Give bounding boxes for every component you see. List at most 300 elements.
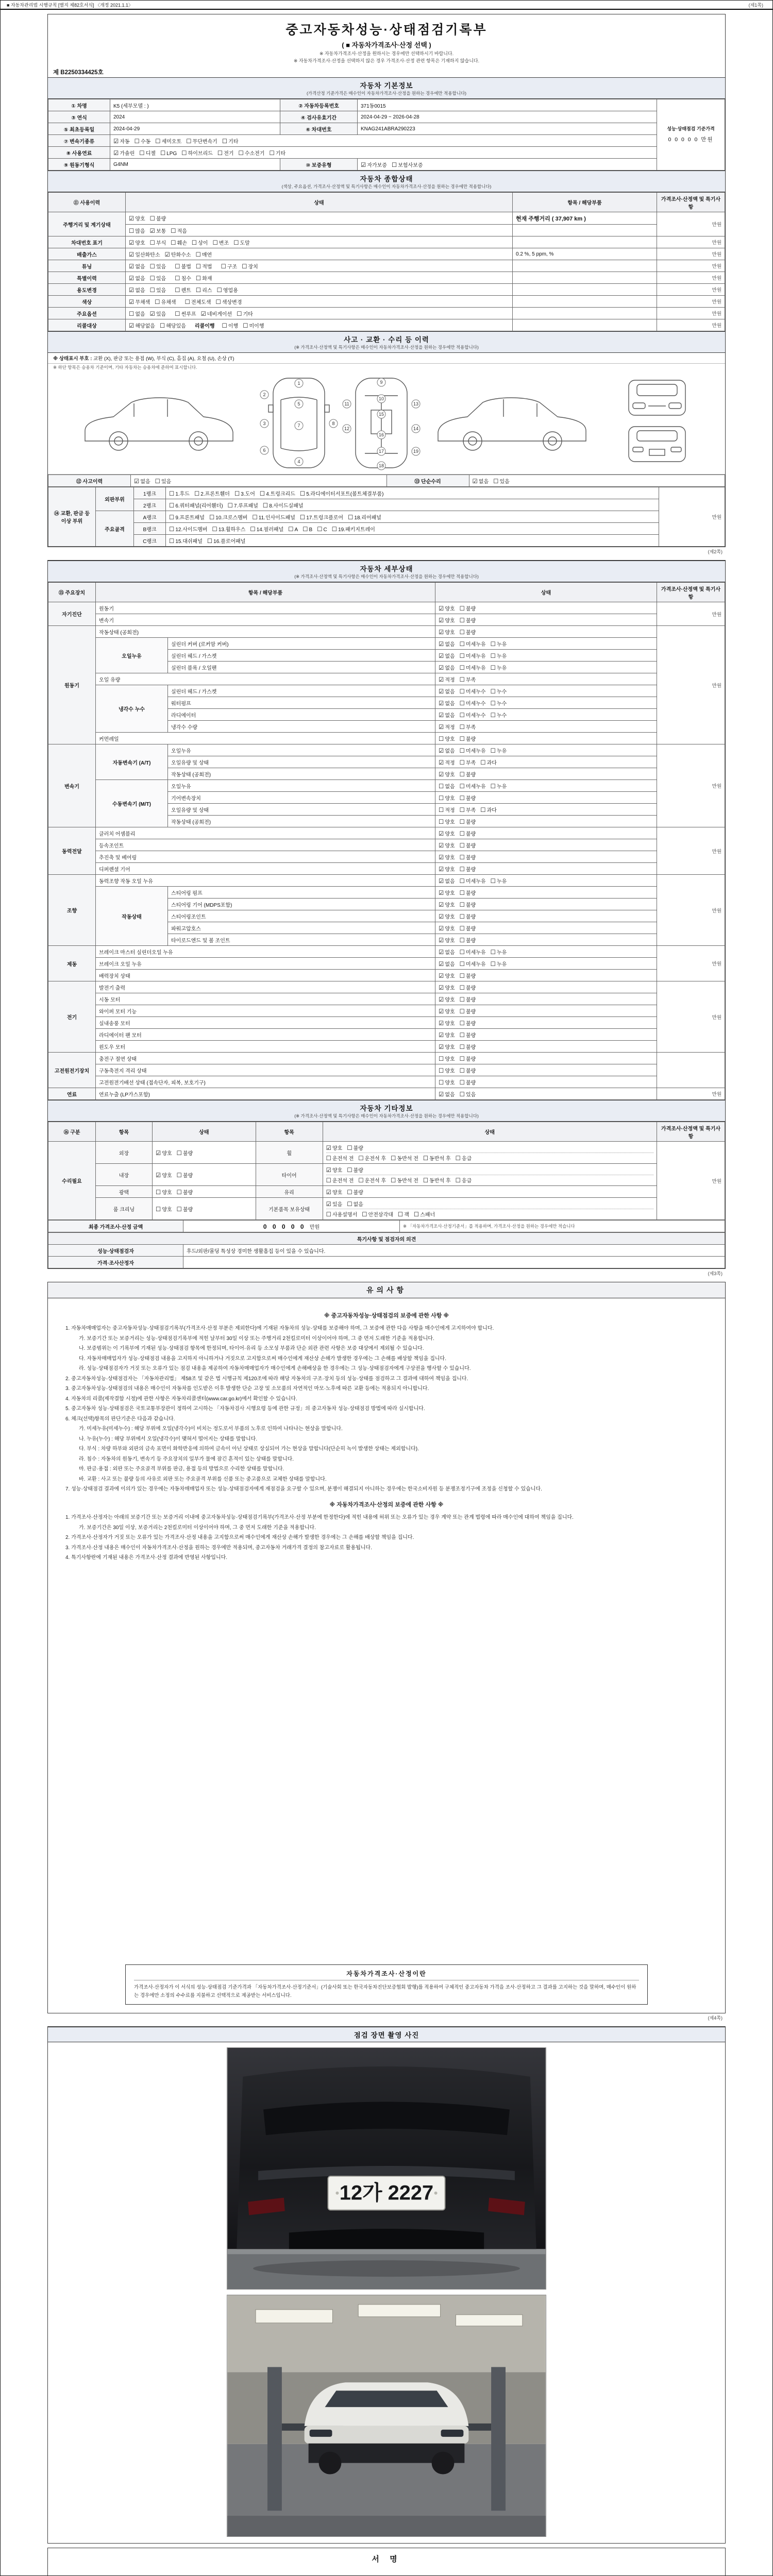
state-cell	[435, 626, 657, 638]
checkbox[interactable]: ☐ 불량	[459, 866, 476, 873]
checkbox[interactable]: ☐ 기타	[269, 150, 286, 157]
checkbox[interactable]: ☐ 15.대쉬패널	[169, 538, 203, 545]
checkbox[interactable]: ☐ 불량	[459, 996, 476, 1003]
checkbox[interactable]: ☑ 양호	[439, 973, 455, 979]
inspection-photo-rear	[227, 2047, 546, 2290]
checkbox[interactable]: ☐ 불량	[347, 1167, 363, 1174]
device-item: 워터펌프	[168, 697, 435, 709]
checkbox[interactable]: ☐ 13.휠하우스	[212, 526, 246, 533]
checkbox[interactable]: ☐ 안전삼각대	[362, 1211, 393, 1218]
checkbox[interactable]: ☑ 양호	[156, 1172, 172, 1179]
checkbox-icon: ☐	[176, 1150, 182, 1157]
checkbox[interactable]: ☐ 불량	[459, 913, 476, 920]
checkbox[interactable]: ☑ 보통	[149, 228, 166, 234]
device-item: 실린더 블록 / 오일팬	[168, 662, 435, 673]
checkbox[interactable]: ☑ 양호	[439, 913, 455, 920]
checkbox[interactable]: ☐ 유채색	[155, 299, 176, 306]
panel-number-badges-top	[260, 379, 338, 466]
checkbox[interactable]: ☑ 없음	[472, 478, 489, 485]
state-cell	[435, 780, 657, 792]
checkbox[interactable]: ☑ 양호	[439, 831, 455, 837]
checkbox[interactable]: ☑ 양호	[439, 1008, 455, 1015]
checkbox[interactable]: ☑ 가솔린	[113, 150, 135, 157]
checkbox[interactable]: ☐ 과다	[480, 807, 497, 814]
checkbox[interactable]: ☐ 스패너	[413, 1211, 435, 1218]
checkbox[interactable]: ☐ 불량	[459, 854, 476, 861]
checkbox[interactable]: ☐ 불량	[347, 1145, 363, 1151]
checkbox[interactable]: ☐ 누유	[490, 878, 507, 885]
checkbox[interactable]: ☑ 양호	[439, 996, 455, 1003]
checkbox[interactable]: ☐ 전체도색	[184, 299, 211, 306]
checkbox-icon: ☑	[129, 323, 135, 329]
etc-item: 룸 크리닝	[96, 1198, 153, 1220]
checkbox[interactable]: ☐ 이행	[222, 323, 239, 329]
checkbox[interactable]: ☐ 불량	[459, 819, 476, 825]
checkbox[interactable]: ☐ 부족	[459, 724, 476, 731]
notice-title: 유의사항	[48, 1282, 725, 1298]
checkbox[interactable]: ☐ 있음	[493, 478, 510, 485]
checkbox[interactable]: ☑ 적정	[439, 676, 455, 683]
rank-label: A랭크	[134, 511, 166, 523]
accident-summary-table	[48, 474, 725, 487]
checkbox[interactable]: ☑ 양호	[129, 240, 145, 246]
state-cell	[435, 910, 657, 922]
checkbox[interactable]: ☐ 10.크로스멤버	[209, 514, 248, 521]
checkbox-icon: ☑	[439, 866, 444, 873]
checkbox[interactable]: ☐ 불량	[459, 925, 476, 932]
checkbox[interactable]: ☐ 보험사보증	[391, 162, 423, 168]
checkbox[interactable]: ☐ 16.플로어패널	[207, 538, 246, 545]
checkbox-icon: ☐	[331, 526, 338, 533]
checkbox[interactable]: ☐ 불량	[459, 1044, 476, 1050]
checkbox[interactable]: ☐ 19.패키지트레이	[331, 526, 375, 533]
checkbox-icon: ☑	[326, 1167, 331, 1174]
checkbox[interactable]: ☐ 불량	[176, 1150, 193, 1157]
checkbox[interactable]: ☑ 없음	[129, 287, 145, 294]
checkbox[interactable]: ☐ 불량	[459, 890, 476, 896]
checkbox[interactable]: ☐ 불량	[176, 1189, 193, 1196]
checkbox[interactable]: ☑ 없음	[439, 700, 455, 707]
checkbox-icon: ☐	[326, 1211, 331, 1218]
checkbox-icon: ☑	[361, 162, 366, 168]
checkbox-icon: ☐	[459, 759, 465, 766]
checkbox[interactable]: ☐ 렌트	[175, 287, 191, 294]
checkbox[interactable]: ☐ 도말	[233, 240, 250, 246]
checkbox[interactable]: ☑ 없음	[134, 478, 150, 485]
field-label: ① 차명	[48, 99, 110, 111]
checkbox[interactable]: ☐ 미세누수	[459, 700, 486, 707]
checkbox[interactable]: ☐ 미세누유	[459, 748, 486, 754]
svg-text:1: 1	[297, 381, 300, 386]
item-detail-cell	[513, 272, 657, 284]
checkbox[interactable]: ☐ 8.사이드실패널	[262, 502, 304, 509]
checkbox[interactable]: ☑ 있음	[149, 311, 166, 317]
checkbox[interactable]: ☐ 장치	[242, 263, 258, 270]
checkbox[interactable]: ☐ 불량	[459, 795, 476, 802]
checkbox[interactable]: ☐ 운전석 전	[326, 1155, 354, 1162]
checkbox-icon: ☐	[259, 490, 265, 497]
checkbox[interactable]: ☑ 양호	[439, 866, 455, 873]
checkbox[interactable]: ☐ 불량	[459, 1032, 476, 1039]
checkbox[interactable]: ☑ 적정	[439, 724, 455, 731]
checkbox[interactable]: ☐ 세미오토	[155, 138, 182, 145]
checkbox[interactable]: ☑ 양호	[326, 1167, 343, 1174]
table-row	[48, 851, 725, 863]
checkbox[interactable]: ☐ 불량	[459, 842, 476, 849]
checkbox[interactable]: ☐ 불량	[459, 1008, 476, 1015]
checkbox[interactable]: ☐ 불량	[459, 1056, 476, 1062]
state-cell	[126, 225, 513, 236]
price-cell: 만원	[657, 212, 725, 236]
device-group: 자기진단	[48, 602, 96, 626]
checkbox[interactable]: ☐ 누수	[490, 700, 507, 707]
checkbox[interactable]: ☐ 적법	[195, 263, 212, 270]
checkbox[interactable]: ☑ 양호	[439, 890, 455, 896]
checkbox[interactable]: ☐ 화재	[195, 275, 212, 282]
checkbox[interactable]: ☐ A	[288, 526, 298, 533]
checkbox[interactable]: ☐ 동반석 후	[423, 1177, 451, 1184]
checkbox[interactable]: ☐ 불량	[459, 605, 476, 612]
checkbox[interactable]: ☐ 누유	[490, 748, 507, 754]
checkbox[interactable]: ☐ 있음	[149, 275, 166, 282]
checkbox[interactable]: ☐ 운전석 후	[358, 1177, 386, 1184]
checkbox[interactable]: ☐ C	[317, 526, 327, 533]
checkbox[interactable]: ☐ 5.라디에이터서포트(볼트체결부품)	[299, 490, 384, 497]
checkbox[interactable]: ☐ 침수	[175, 275, 191, 282]
checkbox[interactable]: ☐ 전기	[217, 150, 234, 157]
checkbox[interactable]: ☐ LPG	[160, 150, 177, 157]
checkbox[interactable]: ☐ 불량	[347, 1189, 363, 1196]
state-cell	[126, 236, 513, 248]
checkbox-icon: ☐	[459, 961, 465, 968]
price-cell	[657, 1053, 725, 1088]
checkbox[interactable]: ☑ 탄화수소	[164, 251, 191, 258]
checkbox[interactable]: ☑ 양호	[439, 925, 455, 932]
checkbox[interactable]: ☐ 누수	[490, 688, 507, 695]
svg-text:3: 3	[263, 421, 266, 426]
base-price-cell: 성능·상태점검 기준가격 0 0 0 0 0 만원	[657, 99, 725, 171]
price-cell: 만원	[657, 284, 725, 296]
checkbox[interactable]: ☐ 색상변경	[215, 299, 242, 306]
checkbox-icon: ☑	[439, 913, 444, 920]
checkbox[interactable]: ☐ 누유	[490, 641, 507, 648]
checkbox[interactable]: ☑ 양호	[439, 937, 455, 944]
checkbox[interactable]: ☐ 무단변속기	[186, 138, 217, 145]
checkbox[interactable]: ☐ 미세누유	[459, 783, 486, 790]
checkbox[interactable]: ☑ 양호	[439, 617, 455, 624]
checkbox[interactable]: ☑ 없음	[439, 712, 455, 719]
checkbox[interactable]: ☐ 불량	[459, 1020, 476, 1027]
checkbox[interactable]: ☐ 사용설명서	[326, 1211, 358, 1218]
etc-item: 타이어	[256, 1164, 323, 1186]
state-cell	[435, 1029, 657, 1041]
checkbox[interactable]: ☑ 양호	[439, 1032, 455, 1039]
checkbox[interactable]: ☐ 2.프론트휀더	[194, 490, 230, 497]
checkbox[interactable]: ☐ 미세누유	[459, 878, 486, 885]
checkbox[interactable]: ☐ 불량	[459, 629, 476, 636]
checkbox[interactable]: ☐ 없음	[129, 311, 145, 317]
checkbox[interactable]: ☐ 있음	[149, 287, 166, 294]
state-cell	[323, 1164, 657, 1186]
checkbox[interactable]: ☑ 없음	[439, 641, 455, 648]
checkbox[interactable]: ☑ 양호	[439, 842, 455, 849]
checkbox[interactable]: ☐ 부족	[459, 676, 476, 683]
state-cell	[435, 673, 657, 685]
svg-text:13: 13	[413, 401, 419, 406]
checkbox[interactable]: ☑ 없음	[439, 688, 455, 695]
checkbox[interactable]: ☐ 미이행	[243, 323, 264, 329]
checkbox[interactable]: ☐ 누유	[490, 653, 507, 659]
checkbox[interactable]: ☐ 누유	[490, 665, 507, 671]
device-item: 작동상태 (공회전)	[96, 626, 435, 638]
checkbox[interactable]: ☑ 없음	[439, 961, 455, 968]
checkbox[interactable]: ☐ 리스	[195, 287, 212, 294]
notice-subheading: ※ 중고자동차성능·상태점검의 보증에 관한 사항 ※	[324, 1313, 449, 1319]
checkbox[interactable]: ☐ 양호	[439, 1056, 455, 1062]
checkbox[interactable]: ☐ 영업용	[216, 287, 238, 294]
checkbox[interactable]: ☐ B	[303, 526, 313, 533]
checkbox[interactable]: ☐ 하이브리드	[181, 150, 213, 157]
checkbox[interactable]: ☐ 양호	[156, 1206, 172, 1213]
checkbox[interactable]: ☐ 불량	[459, 831, 476, 837]
checkbox[interactable]: ☐ 불량	[459, 902, 476, 908]
checkbox[interactable]: ☐ 상이	[191, 240, 208, 246]
checkbox-icon: ☐	[391, 1177, 396, 1184]
checkbox[interactable]: ☐ 있음	[459, 1091, 476, 1098]
checkbox[interactable]: ☐ 불량	[459, 1079, 476, 1086]
overall-state-table: ⑪ 사용이력 상태 항목 / 해당부품 가격조사·산정액 및 특기사항 주행거리 및 계기상태 ☑ 양호 ☐ 불량 현재 주행거리 ( 37,907 km ) 만원 ☐ 많음 ☑ 보통 ☐ 적음 차대번호 표기 ☑ 양호 ☐ 부식 ☐ 훼손 ☐ 상이 ☐ 변조 ☐ 도말 만원 배출가스 ☑ 일산화탄소 ☑ 탄화수소 ☐ 매연 0.2 %, 5 ppm, % 만원 튜닝 ☑ 없음 ☐ 있음 ☐ 불법 ☐ 적법 ☐ 구조 ☐ 장치 만원 특별이력 ☑ 없음 ☐ 있음 ☐ 침수 ☐ 화재 만원 용도변경 ☑ 없음 ☐ 있음 ☐ 렌트 ☐ 리스 ☐ 영업용 만원 색상 ☑ 무채색 ☐ 유채색 ☐ 전체도색 ☐ 색상변경 만원 주요옵션 ☐ 없음 ☑ 있음 ☐ 썬루프 ☑ 네비게이션 ☐ 기타 만원 리콜대상 ☑ 해당없음 ☐ 해당있음 리콜이행 ☐ 이행 ☐ 미이행 만원	[48, 192, 725, 331]
checkbox[interactable]: ☐ 양호	[439, 1067, 455, 1074]
checkbox[interactable]: ☐ 17.트렁크플로어	[299, 514, 344, 521]
state-cell	[435, 662, 657, 673]
checkbox[interactable]: ☐ 6.쿼터패널(리어휀더)	[169, 502, 223, 509]
checkbox[interactable]: ☐ 미세누유	[459, 961, 486, 968]
checkbox[interactable]: ☑ 양호	[439, 854, 455, 861]
checkbox[interactable]: ☑ 없음	[439, 665, 455, 671]
checkbox[interactable]: ☐ 동반석 후	[423, 1155, 451, 1162]
checkbox[interactable]: ☐ 훼손	[171, 240, 187, 246]
checkbox-icon: ☐	[490, 961, 496, 968]
checkbox[interactable]: ☐ 1.후드	[169, 490, 190, 497]
checkbox[interactable]: ☑ 없음	[129, 263, 145, 270]
checkbox[interactable]: ☐ 불량	[459, 973, 476, 979]
checkbox[interactable]: ☐ 미세누수	[459, 688, 486, 695]
checkbox-icon: ☐	[175, 287, 180, 294]
checkbox[interactable]: ☐ 양호	[439, 795, 455, 802]
checkbox[interactable]: ☐ 불량	[149, 216, 166, 222]
checkbox-icon: ☐	[459, 605, 465, 612]
checkbox-icon: ☑	[439, 641, 444, 648]
checkbox[interactable]: ☐ 과다	[480, 759, 497, 766]
checkbox[interactable]: ☐ 없음	[347, 1201, 363, 1208]
checkbox-icon: ☐	[459, 866, 465, 873]
section-note-accident: (※ 가격조사·산정액 및 특기사항은 매수인이 자동차가격조사·산정을 원하는 경우에만 적용합니다)	[294, 345, 479, 350]
checkbox[interactable]: ☐ 부족	[459, 807, 476, 814]
checkbox[interactable]: ☑ 양호	[439, 629, 455, 636]
device-item: 실린더 헤드 / 가스켓	[168, 650, 435, 662]
checkbox[interactable]: ☑ 있음	[326, 1201, 343, 1208]
checkbox[interactable]: ☑ 없음	[439, 949, 455, 956]
checkbox[interactable]: ☑ 없음	[129, 275, 145, 282]
checkbox[interactable]: ☑ 양호	[439, 1020, 455, 1027]
table-row	[48, 225, 725, 236]
checkbox[interactable]: ☐ 14.필러패널	[250, 526, 284, 533]
checkbox[interactable]: ☐ 응급	[455, 1177, 472, 1184]
checkbox-icon: ☐	[459, 913, 465, 920]
checkbox[interactable]: ☐ 운전석 전	[326, 1177, 354, 1184]
checkbox[interactable]: ☐ 수동	[134, 138, 151, 145]
use-history-label: 튜닝	[48, 260, 126, 272]
checkbox[interactable]: ☐ 미세누유	[459, 665, 486, 671]
checkbox-icon: ☐	[317, 526, 323, 533]
checkbox[interactable]: ☑ 적정	[439, 759, 455, 766]
checkbox[interactable]: ☐ 불량	[459, 617, 476, 624]
field-value: KNAG241ABRA290223	[358, 123, 657, 135]
checkbox[interactable]: ☐ 매연	[195, 251, 212, 258]
checkbox-icon: ☐	[176, 1189, 182, 1196]
checkbox[interactable]: ☑ 양호	[439, 985, 455, 991]
state-cell	[435, 1088, 657, 1100]
opinion-text: 후드/외판/몰딩 특성상 경미한 생활흠집 등이 있을 수 있습니다.	[183, 1245, 725, 1257]
device-group: 변속기	[48, 744, 96, 827]
table-row	[48, 638, 725, 650]
checkbox-icon: ☐	[439, 1079, 444, 1086]
checkbox[interactable]: ☑ 없음	[439, 1091, 455, 1098]
checkbox[interactable]: ☑ 없음	[439, 878, 455, 885]
checkbox[interactable]: ☐ 불법	[175, 263, 191, 270]
table-row	[48, 260, 725, 272]
notice-paragraph: 6. 체크(선택)항목의 판단기준은 다음과 같습니다.	[65, 1416, 175, 1422]
basic-info-table	[48, 99, 725, 171]
checkbox-icon: ☑	[200, 311, 206, 317]
checkbox[interactable]: ☐ 불량	[459, 736, 476, 742]
checkbox[interactable]: ☐ 수소전기	[238, 150, 265, 157]
checkbox[interactable]: ☑ 없음	[439, 748, 455, 754]
checkbox[interactable]: ☑ 일산화탄소	[129, 251, 160, 258]
checkbox[interactable]: ☑ 양호	[326, 1145, 343, 1151]
checkbox[interactable]: ☐ 양호	[156, 1189, 172, 1196]
checkbox[interactable]: ☐ 썬루프	[175, 311, 196, 317]
checkbox[interactable]: ☐ 기타	[222, 138, 239, 145]
checkbox[interactable]: ☐ 디젤	[139, 150, 156, 157]
checkbox[interactable]: ☐ 불량	[176, 1206, 193, 1213]
checkbox[interactable]: ☐ 양호	[439, 736, 455, 742]
table-row	[48, 744, 725, 756]
state-cell	[435, 816, 657, 827]
checkbox[interactable]: ☑ 양호	[156, 1150, 172, 1157]
checkbox[interactable]: ☐ 적음	[171, 228, 187, 234]
checkbox-icon: ☐	[455, 1155, 461, 1162]
table-row	[48, 887, 725, 899]
checkbox[interactable]: ☑ 양호	[439, 1044, 455, 1050]
checkbox[interactable]: ☐ 불량	[459, 937, 476, 944]
checkbox[interactable]: ☑ 양호	[129, 216, 145, 222]
checkbox-icon: ☐	[459, 629, 465, 636]
use-history-label: 배출가스	[48, 248, 126, 260]
checkbox[interactable]: ☑ 무채색	[129, 299, 150, 306]
etc-item: 내장	[96, 1164, 153, 1186]
svg-text:15: 15	[378, 412, 384, 417]
checkbox[interactable]: ☑ 양호	[439, 771, 455, 778]
checkbox[interactable]: ☐ 부족	[459, 759, 476, 766]
checkbox[interactable]: ☑ 없음	[439, 653, 455, 659]
checkbox[interactable]: ☐ 운전석 후	[358, 1155, 386, 1162]
checkbox[interactable]: ☐ 동반석 전	[391, 1177, 418, 1184]
checkbox[interactable]: ☐ 7.루프패널	[227, 502, 258, 509]
checkbox-icon: ☐	[160, 150, 166, 157]
checkbox[interactable]: ☐ 9.프론트패널	[169, 514, 205, 521]
state-cell	[435, 733, 657, 744]
checkbox[interactable]: ☐ 누유	[490, 783, 507, 790]
checkbox[interactable]: ☐ 잭	[397, 1211, 409, 1218]
checkbox[interactable]: ☐ 누유	[490, 949, 507, 956]
checkbox-icon: ☐	[234, 490, 240, 497]
checkbox[interactable]: ☐ 기타	[237, 311, 253, 317]
device-item: 클러치 어셈블리	[96, 827, 435, 839]
checkbox[interactable]: ☐ 불량	[459, 1067, 476, 1074]
table-row	[48, 1041, 725, 1053]
checkbox[interactable]: ☐ 12.사이드멤버	[169, 526, 208, 533]
checkbox[interactable]: ☐ 4.트렁크리드	[259, 490, 295, 497]
checkbox[interactable]: ☑ 양호	[439, 605, 455, 612]
svg-text:5: 5	[297, 401, 300, 406]
checkbox[interactable]: ☑ 해당없음	[129, 323, 155, 329]
checkbox[interactable]: ☐ 불량	[459, 985, 476, 991]
checkbox[interactable]: ☐ 미세누유	[459, 641, 486, 648]
checkbox-icon: ☐	[288, 526, 294, 533]
checkbox[interactable]: ☐ 적정	[439, 807, 455, 814]
checkbox[interactable]: ☐ 불량	[176, 1172, 193, 1179]
checkbox-icon: ☑	[439, 949, 444, 956]
checkbox[interactable]: ☑ 자가보증	[361, 162, 387, 168]
checkbox-icon: ☐	[397, 1211, 404, 1218]
checkbox[interactable]: ☐ 양호	[439, 819, 455, 825]
checkbox[interactable]: ☐ 미세누수	[459, 712, 486, 719]
state-cell	[435, 1017, 657, 1029]
checkbox-icon: ☑	[439, 665, 444, 671]
checkbox[interactable]: ☐ 18.리어패널	[348, 514, 381, 521]
checkbox[interactable]: ☐ 불량	[459, 771, 476, 778]
checkbox[interactable]: ☐ 양호	[439, 1079, 455, 1086]
checkbox[interactable]: ☐ 있음	[149, 263, 166, 270]
checkbox[interactable]: ☐ 3.도어	[234, 490, 255, 497]
checkbox[interactable]: ☐ 해당있음	[159, 323, 186, 329]
checkbox[interactable]: ☐ 누유	[490, 961, 507, 968]
checkbox[interactable]: ☐ 있음	[155, 478, 172, 485]
car-side-left-diagram	[85, 398, 233, 450]
notice-paragraph: 라. 성능·상태점검자가 거짓 또는 오류가 있는 점검 내용을 제공하여 자동차매매업자가 매수인에게 손해배상을 한 경우에는 그 성능·상태점검자에게 구상권을 행사할 수 있습니다.	[79, 1366, 471, 1372]
checkbox[interactable]: ☐ 11.인사이드패널	[252, 514, 295, 521]
checkbox[interactable]: ☐ 많음	[129, 228, 145, 234]
checkbox[interactable]: ☑ 양호	[439, 902, 455, 908]
checkbox[interactable]: ☑ 네비게이션	[200, 311, 232, 317]
checkbox[interactable]: ☐ 미세누유	[459, 653, 486, 659]
checkbox[interactable]: ☐ 부식	[149, 240, 166, 246]
checkbox[interactable]: ☑ 자동	[113, 138, 130, 145]
checkbox[interactable]: ☐ 변조	[212, 240, 229, 246]
price-survey-select[interactable]: ( ■ 자동차가격조사·산정 선택 )	[342, 41, 431, 49]
checkbox[interactable]: ☐ 미세누유	[459, 949, 486, 956]
checkbox[interactable]: ☐ 구조	[221, 263, 238, 270]
checkbox[interactable]: ☐ 누수	[490, 712, 507, 719]
item-detail-cell: 현재 주행거리 ( 37,907 km )	[513, 212, 657, 225]
checkbox[interactable]: ☐ 없음	[439, 783, 455, 790]
checkbox-icon: ☐	[490, 688, 496, 695]
checkbox[interactable]: ☑ 양호	[326, 1189, 343, 1196]
checkbox[interactable]: ☐ 응급	[455, 1155, 472, 1162]
checkbox[interactable]: ☐ 동반석 전	[391, 1155, 418, 1162]
checkbox-icon: ☐	[129, 311, 135, 317]
